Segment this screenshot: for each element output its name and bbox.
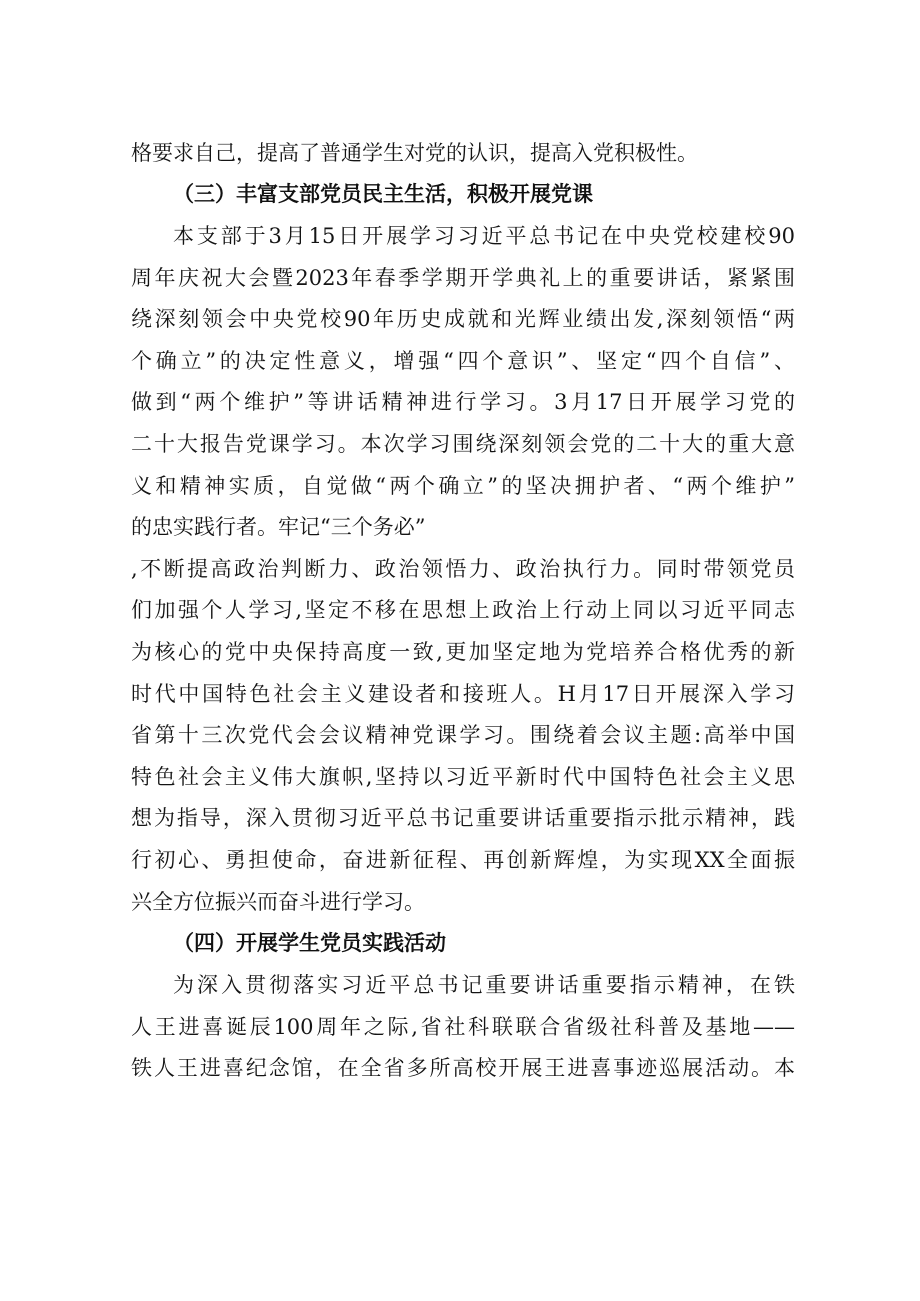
paragraph-line: 个确立”的决定性意义，增强“四个意识”、坚定“四个自信”、 xyxy=(131,349,795,373)
section-heading-4: （四）开展学生党员实践活动 xyxy=(173,931,446,955)
paragraph-line: 省第十三次党代会会议精神党课学习。围绕着会议主题:高举中国 xyxy=(131,723,795,747)
paragraph-line: 二十大报告党课学习。本次学习围绕深刻领会党的二十大的重大意 xyxy=(131,432,795,456)
paragraph-line: 绕深刻领会中央党校90年历史成就和光辉业绩出发,深刻领悟“两 xyxy=(131,307,795,331)
paragraph-line: 时代中国特色社会主义建设者和接班人。H月17日开展深入学习 xyxy=(131,682,795,706)
paragraph-line: 想为指导，深入贯彻习近平总书记重要讲话重要指示批示精神，践 xyxy=(131,806,795,830)
paragraph-line: 周年庆祝大会暨2023年春季学期开学典礼上的重要讲话，紧紧围 xyxy=(131,266,795,290)
paragraph-line: 本支部于3月15日开展学习习近平总书记在中央党校建校90 xyxy=(173,224,795,248)
paragraph-line: 为核心的党中央保持高度一致,更加坚定地为党培养合格优秀的新 xyxy=(131,640,795,664)
paragraph-line: 义和精神实质，自觉做“两个确立”的坚决拥护者、“两个维护” xyxy=(131,474,795,498)
paragraph-line: 做到“两个维护”等讲话精神进行学习。3月17日开展学习党的 xyxy=(131,390,795,414)
paragraph-line: ,不断提高政治判断力、政治领悟力、政治执行力。同时带领党员 xyxy=(131,557,795,581)
paragraph-line: 兴全方位振兴而奋斗进行学习。 xyxy=(131,890,425,914)
paragraph-line: 行初心、勇担使命，奋进新征程、再创新辉煌，为实现XX全面振 xyxy=(131,848,795,872)
paragraph-line: 为深入贯彻落实习近平总书记重要讲话重要指示精神，在铁 xyxy=(173,973,795,997)
paragraph-line: 格要求自己，提高了普通学生对党的认识，提高入党积极性。 xyxy=(131,141,698,165)
paragraph-line: 的忠实践行者。牢记“三个务必” xyxy=(131,515,426,539)
paragraph-line: 特色社会主义伟大旗帜,坚持以习近平新时代中国特色社会主义思 xyxy=(131,765,795,789)
paragraph-line: 人王进喜诞辰100周年之际,省社科联联合省级社科普及基地—— xyxy=(131,1015,795,1039)
section-heading-3: （三）丰富支部党员民主生活，积极开展党课 xyxy=(173,182,593,206)
paragraph-line: 们加强个人学习,坚定不移在思想上政治上行动上同以习近平同志 xyxy=(131,598,795,622)
paragraph-line: 铁人王进喜纪念馆，在全省多所高校开展王进喜事迹巡展活动。本 xyxy=(131,1056,795,1080)
